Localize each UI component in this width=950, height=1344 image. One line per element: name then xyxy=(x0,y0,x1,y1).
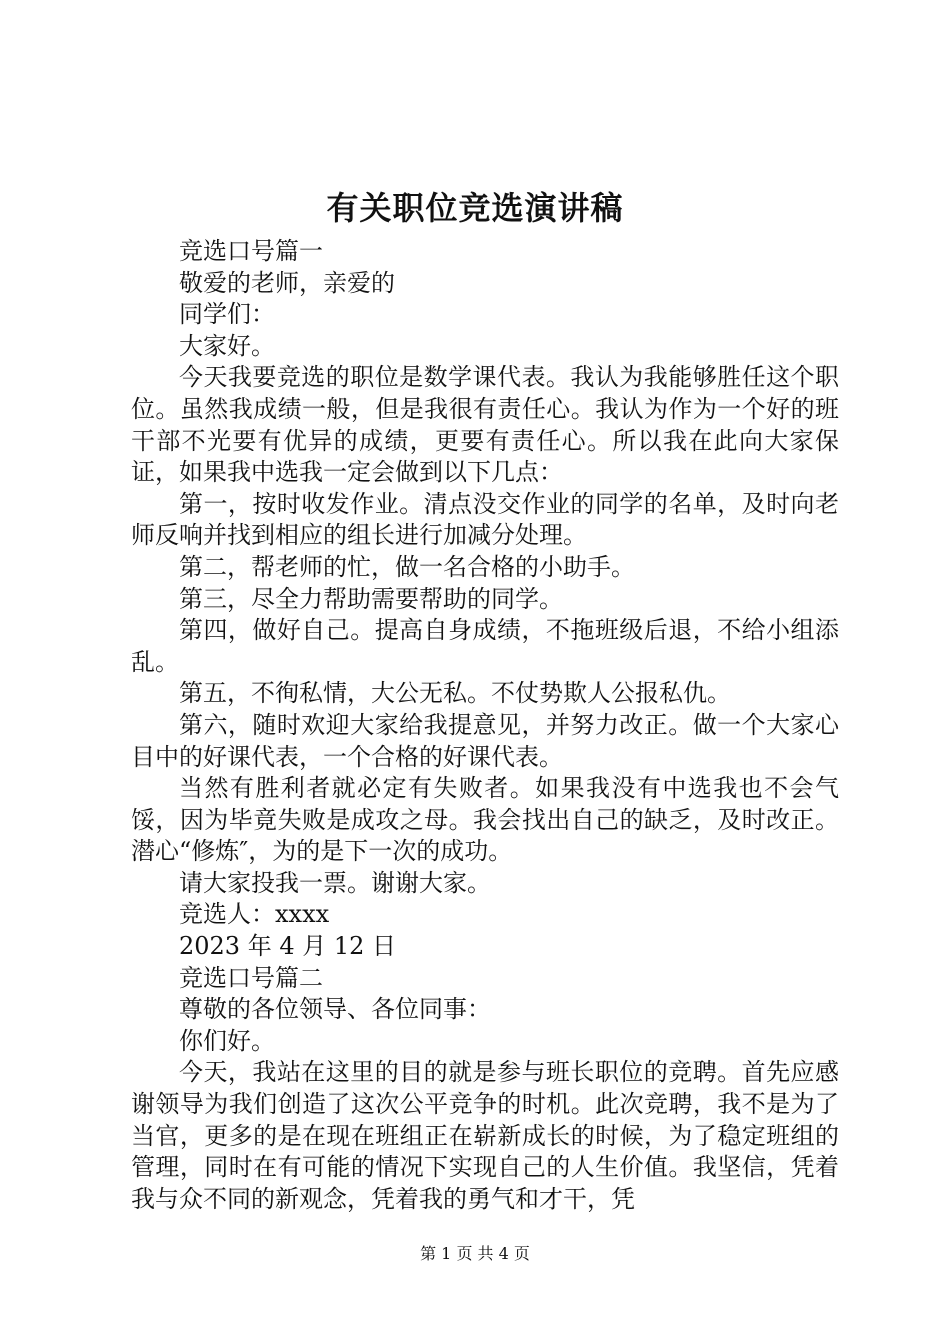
paragraph: 第六，随时欢迎大家给我提意见，并努力改正。做一个大家心目中的好课代表，一个合格的好课代表。 xyxy=(131,710,839,771)
paragraph: 当然有胜利者就必定有失败者。如果我没有中选我也不会气馁，因为毕竟失败是成攻之母。我会找出自己的缺乏，及时改正。潜心“修炼″，为的是下一次的成功。 xyxy=(131,774,839,866)
paragraph: 第四，做好自己。提高自身成绩，不拖班级后退，不给小组添乱。 xyxy=(131,616,839,676)
paragraph: 竞选口号篇一 xyxy=(179,237,323,265)
paragraph: 尊敬的各位领导、各位同事： xyxy=(179,995,491,1024)
paragraph: 第二，帮老师的忙，做一名合格的小助手。 xyxy=(179,552,635,581)
paragraph: 竞选口号篇二 xyxy=(179,963,323,992)
paragraph: 2023 年 4 月 12 日 xyxy=(179,932,397,961)
paragraph: 今天，我站在这里的目的就是参与班长职位的竞聘。首先应感谢领导为我们创造了这次公平竞争的时机。此次竞聘，我不是为了当官，更多的是在现在班组正在崭新成长的时候，为了稳定班组的管理，同时在有可能的情况下实现自己的人生价值。我坚信，凭着我与众不同的新观念，凭着我的勇气和才干，凭 xyxy=(131,1058,839,1213)
paragraph: 敬爱的老师，亲爱的 xyxy=(179,268,395,297)
page-number-footer: 第 1 页 共 4 页 xyxy=(420,1244,530,1263)
paragraph: 第五，不徇私情，大公无私。不仗势欺人公报私仇。 xyxy=(179,679,731,708)
paragraph: 第一，按时收发作业。清点没交作业的同学的名单，及时向老师反响并找到相应的组长进行加减分处理。 xyxy=(131,489,839,550)
paragraph: 今天我要竞选的职位是数学课代表。我认为我能够胜任这个职位。虽然我成绩一般，但是我很有责任心。我认为作为一个好的班干部不光要有优异的成绩，更要有责任心。所以我在此向大家保证，如果我中选我一定会做到以下几点： xyxy=(131,363,839,487)
paragraph: 第三，尽全力帮助需要帮助的同学。 xyxy=(179,584,563,613)
document-body xyxy=(131,236,839,1215)
paragraph: 你们好。 xyxy=(179,1026,275,1055)
document-title: 有关职位竞选演讲稿 xyxy=(326,189,624,227)
paragraph: 请大家投我一票。谢谢大家。 xyxy=(179,868,491,897)
paragraph: 同学们： xyxy=(179,300,275,329)
paragraph: 竞选人：xxxx xyxy=(179,900,330,929)
paragraph: 大家好。 xyxy=(179,331,275,360)
